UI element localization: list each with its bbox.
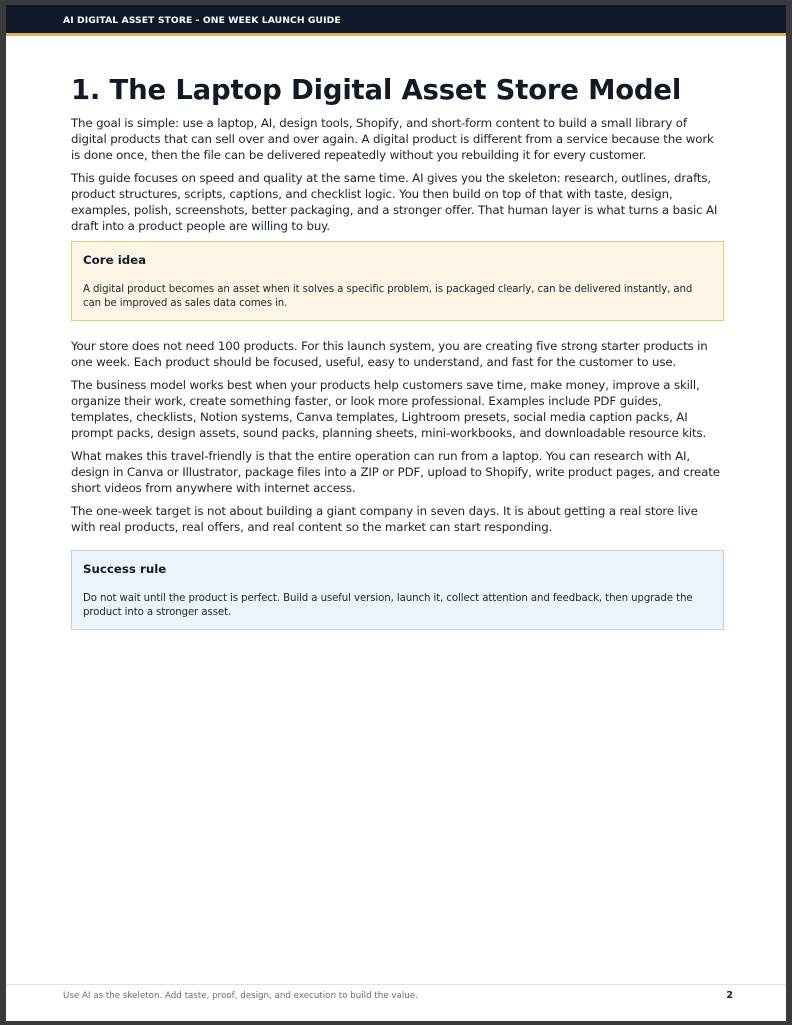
paragraph: This guide focuses on speed and quality at the same time. AI gives you the skeleton: research, outlines, drafts, product structures, scripts, captions, and checklist logic. You then build on top of that with taste, design, examples, polish, screenshots, better packaging, and a stronger offer. That human layer is what turns a basic AI draft into a product people are willing to buy. <box>71 171 718 233</box>
success-rule-callout <box>71 550 724 630</box>
callout-text: A digital product becomes an asset when it solves a specific problem, is packaged clearly, can be delivered instantly, and can be improved as sales data comes in. <box>83 284 693 309</box>
paragraph: The goal is simple: use a laptop, AI, design tools, Shopify, and short-form content to build a small library of digital products that can sell over and over again. A digital product is different from a service because the work is done once, then the file can be delivered repeatedly without you rebuilding it for every customer. <box>71 116 714 162</box>
page-number: 2 <box>726 990 733 1001</box>
section-heading: 1. The Laptop Digital Asset Store Model <box>71 74 682 106</box>
page-content <box>71 73 724 647</box>
core-idea-callout <box>71 241 724 321</box>
paragraph: The one-week target is not about building a giant company in seven days. It is about getting a real store live with real products, real offers, and real content so the market can start responding. <box>71 504 698 534</box>
footer-divider <box>6 984 786 985</box>
document-page <box>6 5 786 1021</box>
callout-title: Success rule <box>83 562 167 576</box>
callout-text: Do not wait until the product is perfect. Build a useful version, launch it, collect attention and feedback, then upgrade the product into a stronger asset. <box>83 593 693 618</box>
paragraph: What makes this travel-friendly is that the entire operation can run from a laptop. You can research with AI, design in Canva or Illustrator, package files into a ZIP or PDF, upload to Shopify, write product pages, and create short videos from anywhere with internet access. <box>71 449 720 495</box>
callout-title: Core idea <box>83 253 147 267</box>
page-header <box>6 5 786 36</box>
paragraph: The business model works best when your products help customers save time, make money, improve a skill, organize their work, create something faster, or look more professional. Examples include PDF guides, templates, checklists, Notion systems, Canva templates, Lightroom presets, social media caption packs, AI prompt packs, design assets, sound packs, planning sheets, mini-workbooks, and downloadable resource kits. <box>71 378 707 440</box>
paragraph: Your store does not need 100 products. For this launch system, you are creating five strong starter products in one week. Each product should be focused, useful, easy to understand, and fast for the customer to use. <box>71 339 708 369</box>
header-title: AI DIGITAL ASSET STORE - ONE WEEK LAUNCH GUIDE <box>63 15 341 26</box>
footer-tagline: Use AI as the skeleton. Add taste, proof, design, and execution to build the value. <box>63 991 418 1001</box>
